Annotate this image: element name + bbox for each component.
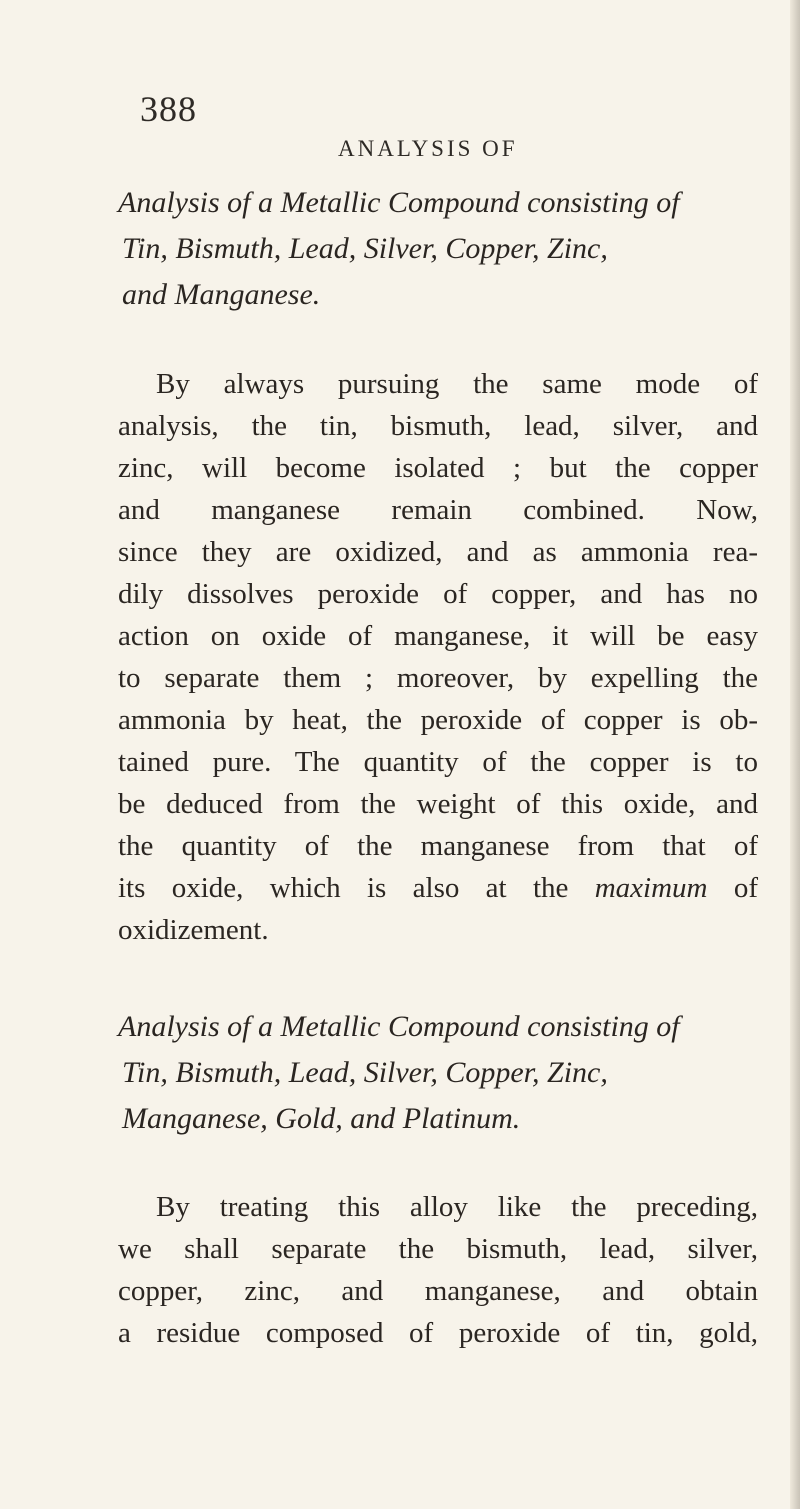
page-edge-shadow xyxy=(790,0,800,1509)
section-1-heading xyxy=(118,180,758,318)
body-line: analysis, the tin, bismuth, lead, silver, and xyxy=(118,410,758,442)
heading-line: Analysis of a Metallic Compound consisting of xyxy=(118,186,680,219)
heading-line: Analysis of a Metallic Compound consisting of xyxy=(118,1010,680,1043)
section-2-paragraph xyxy=(118,1186,758,1354)
body-line: zinc, will become isolated ; but the copper xyxy=(118,452,758,484)
body-line: and manganese remain combined. Now, xyxy=(118,494,758,526)
page-number: 388 xyxy=(140,89,197,129)
emphasis-text: maximum xyxy=(594,872,708,904)
running-head: ANALYSIS OF xyxy=(338,136,518,161)
body-line xyxy=(118,867,758,909)
body-line: we shall separate the bismuth, lead, silver, xyxy=(118,1233,758,1265)
heading-line: Manganese, Gold, and Platinum. xyxy=(122,1102,521,1135)
body-line: By treating this alloy like the preceding, xyxy=(156,1191,758,1223)
body-line: tained pure. The quantity of the copper is to xyxy=(118,746,758,778)
body-line: oxidizement. xyxy=(118,914,269,946)
body-line: be deduced from the weight of this oxide, and xyxy=(118,788,758,820)
body-text: its oxide, which is also at the xyxy=(118,872,595,904)
heading-line: and Manganese. xyxy=(122,278,321,311)
body-line: to separate them ; moreover, by expelling the xyxy=(118,662,758,694)
body-line: a residue composed of peroxide of tin, gold, xyxy=(118,1317,758,1349)
section-2-heading xyxy=(118,1004,758,1142)
heading-line: Tin, Bismuth, Lead, Silver, Copper, Zinc, xyxy=(122,1056,608,1089)
body-line: action on oxide of manganese, it will be easy xyxy=(118,620,758,652)
body-line: ammonia by heat, the peroxide of copper is ob- xyxy=(118,704,758,736)
body-line: By always pursuing the same mode of xyxy=(156,368,758,400)
body-line: dily dissolves peroxide of copper, and has no xyxy=(118,578,758,610)
body-line: the quantity of the manganese from that of xyxy=(118,830,758,862)
body-line: since they are oxidized, and as ammonia rea- xyxy=(118,536,758,568)
heading-line: Tin, Bismuth, Lead, Silver, Copper, Zinc, xyxy=(122,232,608,265)
body-line: copper, zinc, and manganese, and obtain xyxy=(118,1275,758,1307)
section-1-paragraph xyxy=(118,363,758,951)
body-text: of xyxy=(707,872,758,904)
